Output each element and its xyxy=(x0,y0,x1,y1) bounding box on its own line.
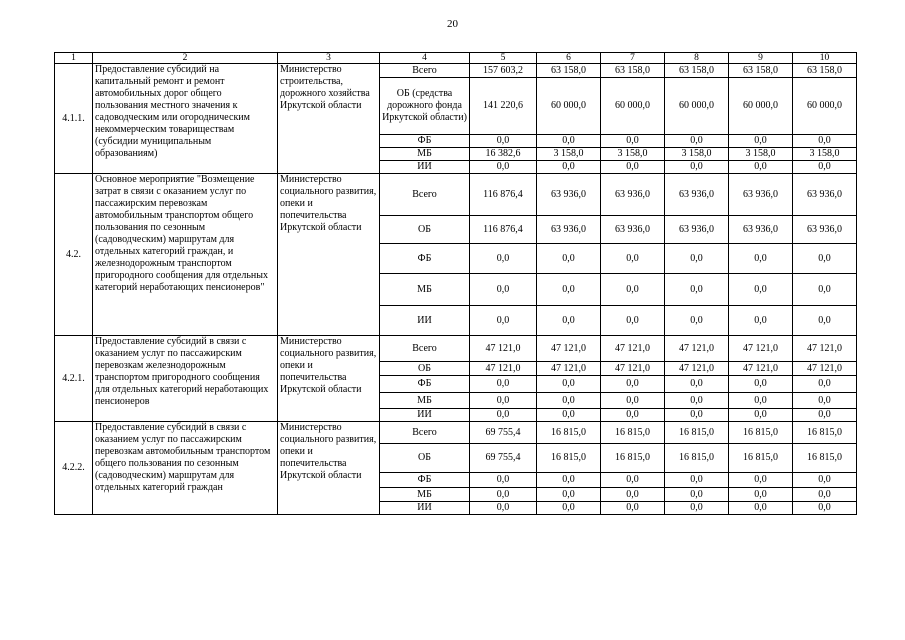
amount-cell: 0,0 xyxy=(601,473,665,488)
amount-cell: 0,0 xyxy=(601,376,665,393)
amount-cell: 63 936,0 xyxy=(601,174,665,216)
funding-source: Всего xyxy=(380,174,470,216)
funding-source: Всего xyxy=(380,422,470,444)
amount-cell: 47 121,0 xyxy=(601,362,665,376)
header-cell: 1 xyxy=(55,53,93,64)
amount-cell: 0,0 xyxy=(793,161,857,174)
amount-cell: 47 121,0 xyxy=(665,336,729,362)
amount-cell: 0,0 xyxy=(665,244,729,274)
funding-source: ФБ xyxy=(380,135,470,148)
amount-cell: 63 158,0 xyxy=(537,64,601,78)
table-row xyxy=(55,422,857,444)
amount-cell: 47 121,0 xyxy=(470,336,537,362)
amount-cell: 0,0 xyxy=(470,502,537,515)
amount-cell: 0,0 xyxy=(537,244,601,274)
amount-cell: 0,0 xyxy=(729,161,793,174)
amount-cell: 63 158,0 xyxy=(601,64,665,78)
funding-source: ОБ xyxy=(380,216,470,244)
header-cell: 9 xyxy=(729,53,793,64)
amount-cell: 0,0 xyxy=(793,473,857,488)
amount-cell: 0,0 xyxy=(729,135,793,148)
amount-cell: 0,0 xyxy=(470,409,537,422)
amount-cell: 0,0 xyxy=(470,376,537,393)
amount-cell: 47 121,0 xyxy=(665,362,729,376)
amount-cell: 16 815,0 xyxy=(729,422,793,444)
table-row xyxy=(55,336,857,362)
header-cell: 2 xyxy=(93,53,278,64)
amount-cell: 0,0 xyxy=(537,502,601,515)
funding-source: МБ xyxy=(380,488,470,502)
amount-cell: 0,0 xyxy=(793,393,857,409)
amount-cell: 0,0 xyxy=(470,306,537,336)
measure-name: Предоставление субсидий в связи с оказанием услуг по пассажирским перевозкам железнодорожным транспортом пригородного сообщения для отдельных категорий неработающих пенсионеров xyxy=(93,336,278,422)
amount-cell: 0,0 xyxy=(729,376,793,393)
responsible-org: Министерство социального развития, опеки и попечительства Иркутской области xyxy=(278,336,380,422)
funding-source: ФБ xyxy=(380,376,470,393)
funding-source: Всего xyxy=(380,336,470,362)
amount-cell: 16 815,0 xyxy=(601,422,665,444)
amount-cell: 0,0 xyxy=(665,161,729,174)
funding-source: ИИ xyxy=(380,306,470,336)
amount-cell: 0,0 xyxy=(665,393,729,409)
responsible-org: Министерство социального развития, опеки и попечительства Иркутской области xyxy=(278,174,380,336)
amount-cell: 0,0 xyxy=(601,306,665,336)
amount-cell: 0,0 xyxy=(729,409,793,422)
amount-cell: 63 936,0 xyxy=(537,174,601,216)
amount-cell: 0,0 xyxy=(793,274,857,306)
amount-cell: 47 121,0 xyxy=(537,336,601,362)
amount-cell: 0,0 xyxy=(793,306,857,336)
amount-cell: 0,0 xyxy=(729,393,793,409)
amount-cell: 3 158,0 xyxy=(537,148,601,161)
amount-cell: 63 936,0 xyxy=(729,216,793,244)
amount-cell: 16 815,0 xyxy=(665,444,729,473)
amount-cell: 0,0 xyxy=(470,135,537,148)
amount-cell: 0,0 xyxy=(665,502,729,515)
amount-cell: 0,0 xyxy=(601,244,665,274)
amount-cell: 3 158,0 xyxy=(729,148,793,161)
amount-cell: 16 815,0 xyxy=(537,422,601,444)
funding-source: ОБ xyxy=(380,362,470,376)
amount-cell: 3 158,0 xyxy=(793,148,857,161)
header-row xyxy=(55,53,857,64)
amount-cell: 0,0 xyxy=(601,502,665,515)
amount-cell: 16 382,6 xyxy=(470,148,537,161)
responsible-org: Министерство строительства, дорожного хозяйства Иркутской области xyxy=(278,64,380,174)
amount-cell: 47 121,0 xyxy=(729,336,793,362)
amount-cell: 0,0 xyxy=(729,502,793,515)
amount-cell: 0,0 xyxy=(601,161,665,174)
header-cell: 5 xyxy=(470,53,537,64)
table-row xyxy=(55,64,857,78)
amount-cell: 16 815,0 xyxy=(537,444,601,473)
amount-cell: 0,0 xyxy=(470,244,537,274)
amount-cell: 0,0 xyxy=(793,244,857,274)
amount-cell: 116 876,4 xyxy=(470,174,537,216)
amount-cell: 63 158,0 xyxy=(793,64,857,78)
amount-cell: 0,0 xyxy=(470,473,537,488)
page-number: 20 xyxy=(447,18,458,30)
header-cell: 3 xyxy=(278,53,380,64)
program-table xyxy=(54,52,857,515)
amount-cell: 69 755,4 xyxy=(470,422,537,444)
amount-cell: 0,0 xyxy=(537,161,601,174)
amount-cell: 0,0 xyxy=(537,473,601,488)
amount-cell: 0,0 xyxy=(665,473,729,488)
amount-cell: 0,0 xyxy=(601,488,665,502)
amount-cell: 47 121,0 xyxy=(793,336,857,362)
row-number: 4.2.1. xyxy=(55,336,93,422)
amount-cell: 0,0 xyxy=(537,393,601,409)
amount-cell: 0,0 xyxy=(537,135,601,148)
amount-cell: 0,0 xyxy=(537,274,601,306)
amount-cell: 60 000,0 xyxy=(665,78,729,135)
amount-cell: 0,0 xyxy=(665,488,729,502)
amount-cell: 16 815,0 xyxy=(601,444,665,473)
amount-cell: 0,0 xyxy=(601,135,665,148)
funding-source: ОБ (средства дорожного фонда Иркутской области) xyxy=(380,78,470,135)
amount-cell: 0,0 xyxy=(793,135,857,148)
amount-cell: 0,0 xyxy=(793,488,857,502)
amount-cell: 0,0 xyxy=(537,376,601,393)
row-number: 4.2.2. xyxy=(55,422,93,515)
amount-cell: 0,0 xyxy=(793,409,857,422)
amount-cell: 63 936,0 xyxy=(793,216,857,244)
header-cell: 7 xyxy=(601,53,665,64)
responsible-org: Министерство социального развития, опеки и попечительства Иркутской области xyxy=(278,422,380,515)
amount-cell: 60 000,0 xyxy=(601,78,665,135)
amount-cell: 0,0 xyxy=(729,306,793,336)
funding-source: МБ xyxy=(380,148,470,161)
funding-source: ИИ xyxy=(380,409,470,422)
header-cell: 8 xyxy=(665,53,729,64)
amount-cell: 63 936,0 xyxy=(729,174,793,216)
amount-cell: 0,0 xyxy=(537,409,601,422)
amount-cell: 116 876,4 xyxy=(470,216,537,244)
amount-cell: 3 158,0 xyxy=(601,148,665,161)
amount-cell: 69 755,4 xyxy=(470,444,537,473)
amount-cell: 0,0 xyxy=(729,244,793,274)
header-cell: 10 xyxy=(793,53,857,64)
table-row xyxy=(55,174,857,216)
amount-cell: 0,0 xyxy=(470,393,537,409)
amount-cell: 63 936,0 xyxy=(793,174,857,216)
amount-cell: 60 000,0 xyxy=(537,78,601,135)
amount-cell: 63 936,0 xyxy=(601,216,665,244)
amount-cell: 47 121,0 xyxy=(470,362,537,376)
amount-cell: 0,0 xyxy=(470,488,537,502)
amount-cell: 0,0 xyxy=(665,135,729,148)
funding-source: ОБ xyxy=(380,444,470,473)
amount-cell: 0,0 xyxy=(729,274,793,306)
funding-source: МБ xyxy=(380,274,470,306)
amount-cell: 16 815,0 xyxy=(793,422,857,444)
amount-cell: 0,0 xyxy=(665,376,729,393)
amount-cell: 0,0 xyxy=(470,161,537,174)
row-number: 4.2. xyxy=(55,174,93,336)
amount-cell: 0,0 xyxy=(665,274,729,306)
funding-source: ИИ xyxy=(380,502,470,515)
amount-cell: 0,0 xyxy=(537,306,601,336)
funding-source: ФБ xyxy=(380,473,470,488)
amount-cell: 0,0 xyxy=(470,274,537,306)
amount-cell: 0,0 xyxy=(537,488,601,502)
measure-name: Предоставление субсидий в связи с оказанием услуг по пассажирским перевозкам автомобильным транспортом общего пользования по сезонным (садоводческим) маршрутам для отдельных категорий граждан xyxy=(93,422,278,515)
amount-cell: 63 936,0 xyxy=(665,216,729,244)
amount-cell: 0,0 xyxy=(665,409,729,422)
amount-cell: 141 220,6 xyxy=(470,78,537,135)
amount-cell: 16 815,0 xyxy=(729,444,793,473)
amount-cell: 0,0 xyxy=(601,409,665,422)
funding-source: ИИ xyxy=(380,161,470,174)
funding-source: Всего xyxy=(380,64,470,78)
amount-cell: 0,0 xyxy=(793,376,857,393)
amount-cell: 157 603,2 xyxy=(470,64,537,78)
amount-cell: 0,0 xyxy=(665,306,729,336)
funding-source: МБ xyxy=(380,393,470,409)
amount-cell: 63 158,0 xyxy=(665,64,729,78)
amount-cell: 47 121,0 xyxy=(729,362,793,376)
amount-cell: 63 158,0 xyxy=(729,64,793,78)
header-cell: 6 xyxy=(537,53,601,64)
header-cell: 4 xyxy=(380,53,470,64)
measure-name: Основное мероприятие "Возмещение затрат в связи с оказанием услуг по пассажирским перевозкам автомобильным транспортом общего пользования по сезонным (садоводческим) маршрутам для отдельных категорий граждан, и железнодорожным транспортом пригородного сообщения для отдельных категорий неработающих пенсионеров" xyxy=(93,174,278,336)
row-number: 4.1.1. xyxy=(55,64,93,174)
amount-cell: 47 121,0 xyxy=(793,362,857,376)
funding-source: ФБ xyxy=(380,244,470,274)
amount-cell: 63 936,0 xyxy=(665,174,729,216)
measure-name: Предоставление субсидий на капитальный ремонт и ремонт автомобильных дорог общего пользования местного значения к садоводческим или огородническим некоммерческим товариществам (субсидии муниципальным образованиям) xyxy=(93,64,278,174)
amount-cell: 0,0 xyxy=(793,502,857,515)
amount-cell: 0,0 xyxy=(601,393,665,409)
amount-cell: 3 158,0 xyxy=(665,148,729,161)
amount-cell: 47 121,0 xyxy=(537,362,601,376)
amount-cell: 0,0 xyxy=(601,274,665,306)
amount-cell: 60 000,0 xyxy=(729,78,793,135)
amount-cell: 60 000,0 xyxy=(793,78,857,135)
amount-cell: 0,0 xyxy=(729,473,793,488)
amount-cell: 0,0 xyxy=(729,488,793,502)
amount-cell: 16 815,0 xyxy=(793,444,857,473)
amount-cell: 63 936,0 xyxy=(537,216,601,244)
amount-cell: 16 815,0 xyxy=(665,422,729,444)
amount-cell: 47 121,0 xyxy=(601,336,665,362)
